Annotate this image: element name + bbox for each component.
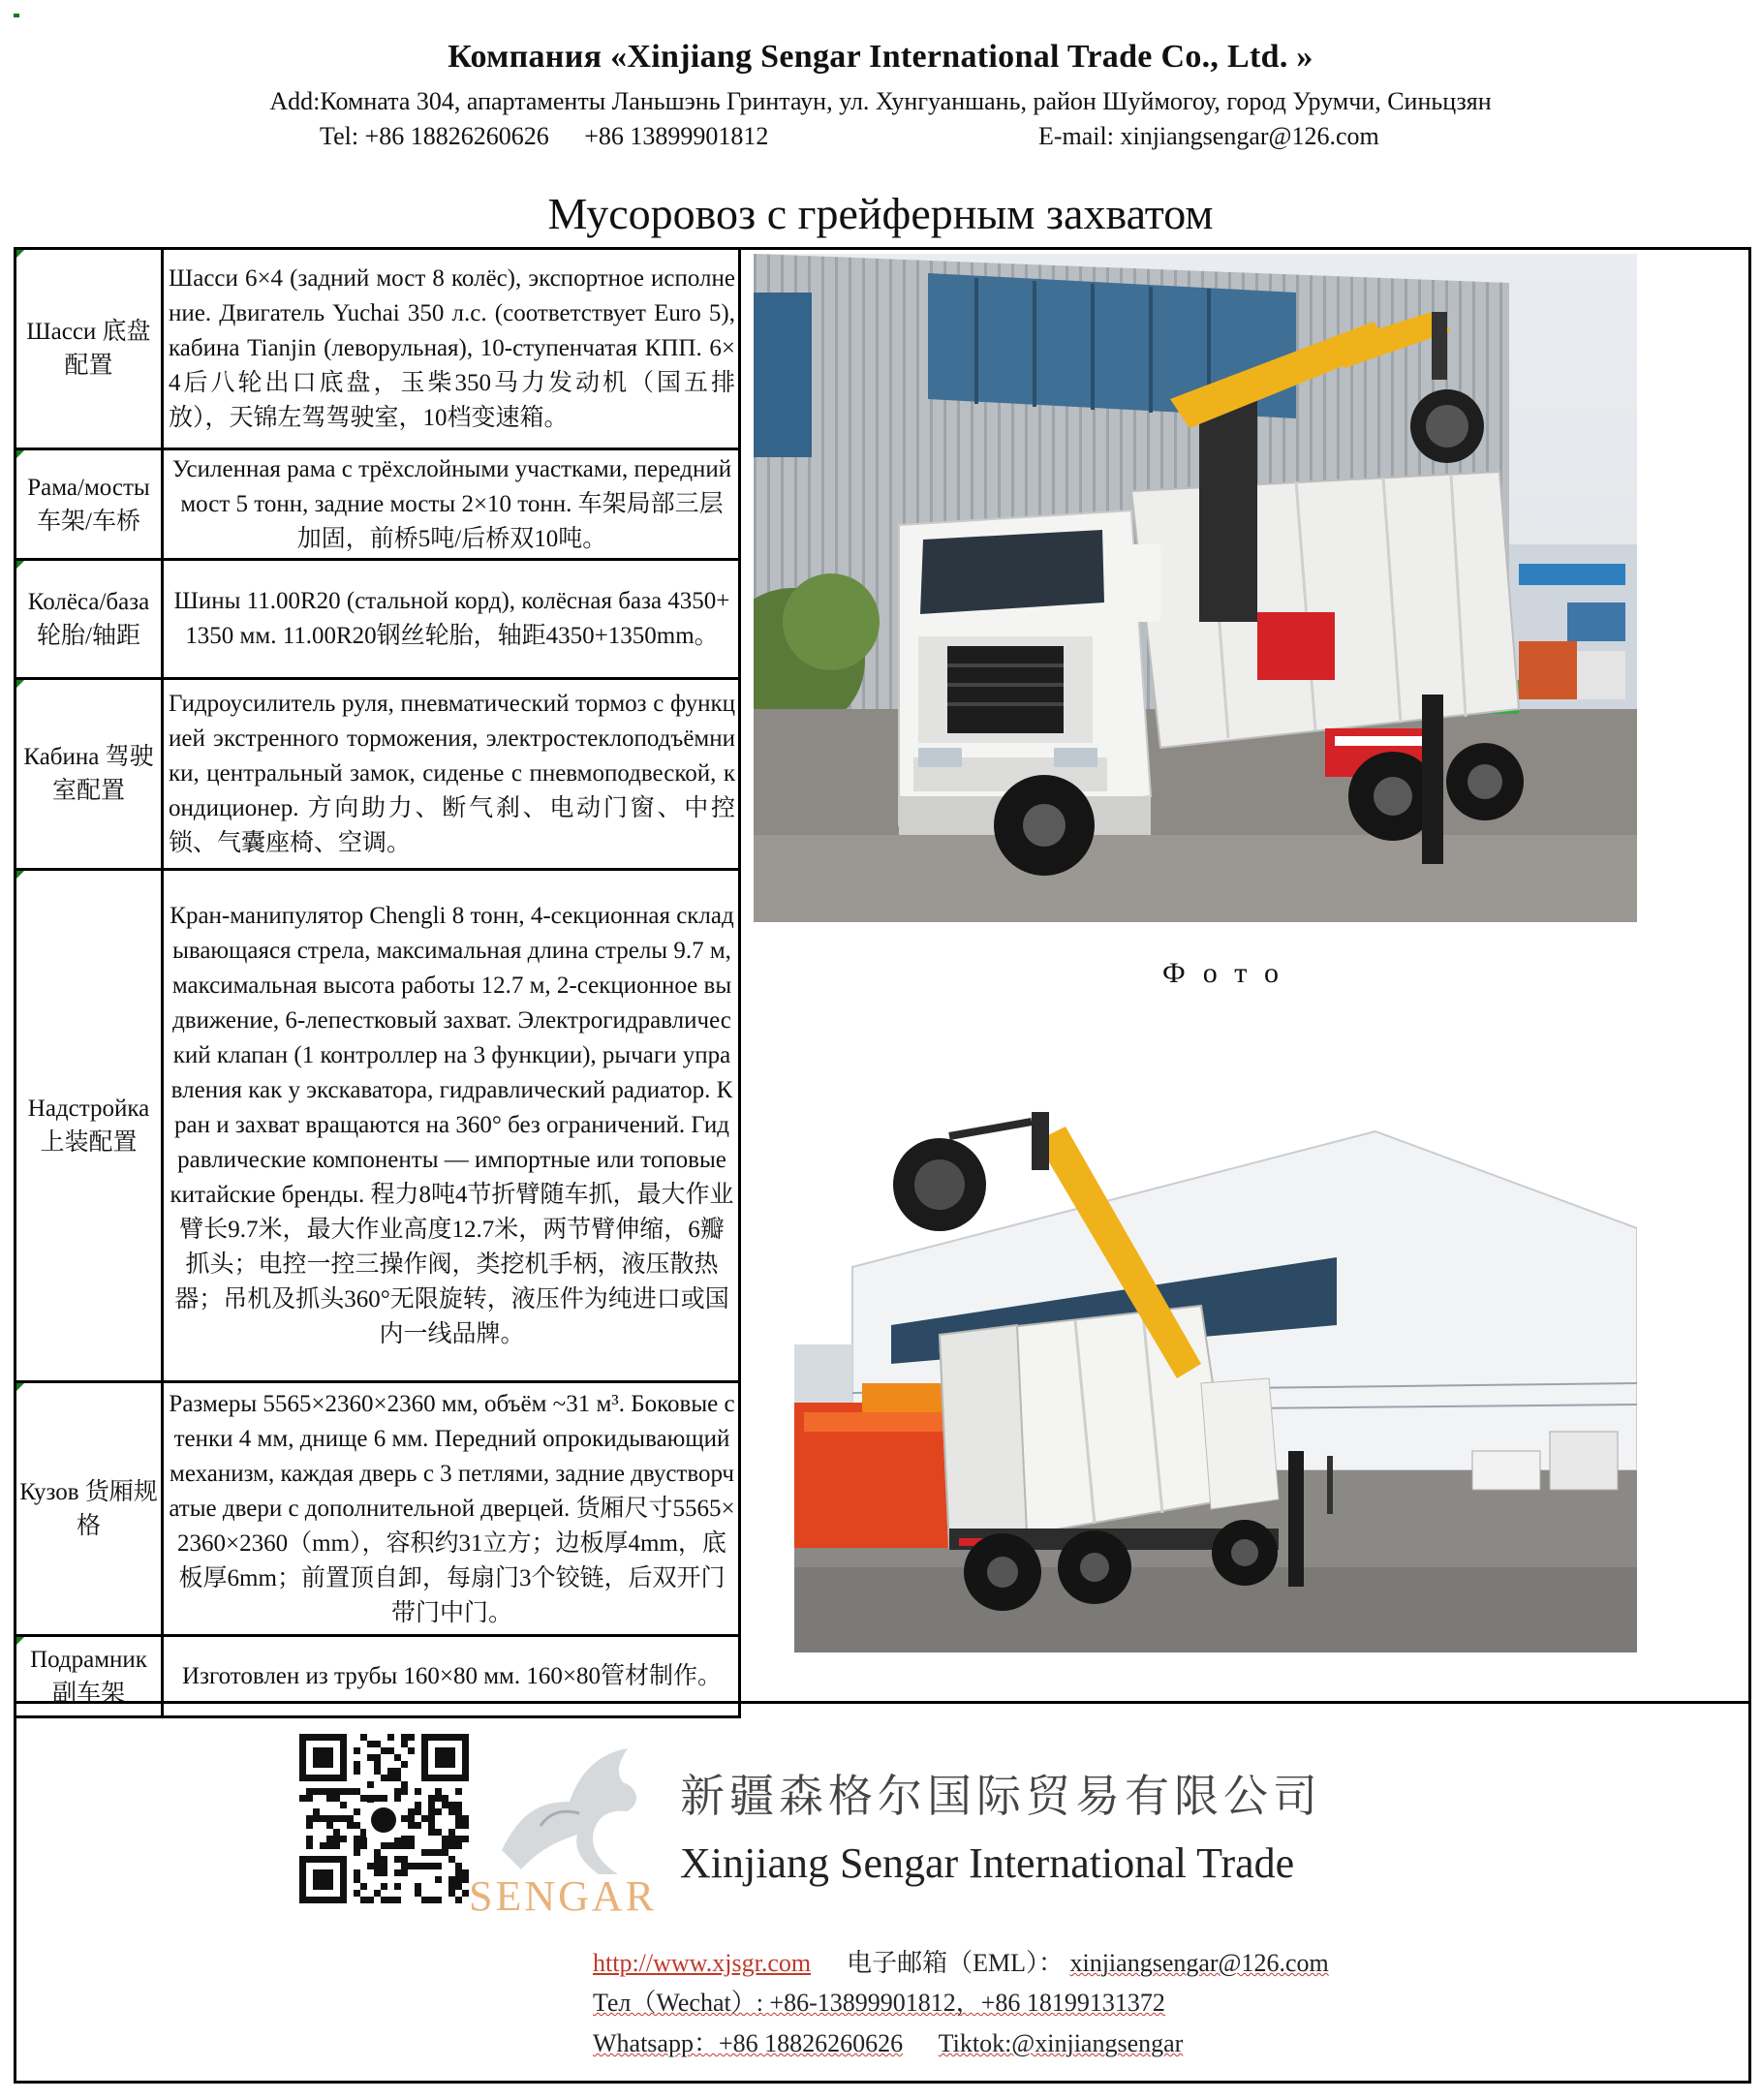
company-address: Add:Комната 304, апартаменты Ланьшэнь Гринтаун, ул. Хунгуаншань, район Шуймогоу, город Урумчи, Синьцзян: [269, 87, 1492, 115]
spec-row-body: [15, 1382, 740, 1636]
spec-row-wheels: [15, 560, 740, 679]
company-email: E-mail: xinjiangsengar@126.com: [1038, 122, 1379, 150]
sengar-logo-text: SENGAR: [469, 1872, 658, 1920]
cell-corner-mark: [16, 1637, 24, 1645]
spec-value: Шасси 6×4 (задний мост 8 колёс), экспортное исполнение. Двигатель Yuchai 350 л.с. (соответствует Euro 5), кабина Tianjin (леворульная), 10-ступенчатая КПП. 6×4后八轮出口底盘，玉柴350马力发动机（国五排放），天锦左驾驾驶室，10档变速箱。: [163, 249, 740, 449]
contact-line-tel: [593, 1983, 1165, 2019]
spec-label: Шасси 底盘配置: [15, 249, 163, 449]
spec-value: Шины 11.00R20 (стальной корд), колёсная база 4350+1350 мм. 11.00R20钢丝轮胎，轴距4350+1350mm。: [163, 560, 740, 679]
spec-label: Колёса/база 轮胎/轴距: [15, 560, 163, 679]
spec-value: Размеры 5565×2360×2360 мм, объём ~31 м³. Боковые стенки 4 мм, днище 6 мм. Передний опрокидывающий механизм, каждая дверь с 3 петлями, задние двустворчатые двери с дополнительной дверцей. 货厢尺寸5565×2360×2360（mm），容积约31立方；边板厚4mm，底板厚6mm；前置顶自卸，每扇门3个铰链，后双开门带门中门。: [163, 1382, 740, 1636]
footer-whatsapp: Whatsapp：+86 18826260626: [593, 2029, 904, 2057]
spec-row-cab: [15, 679, 740, 870]
footer-email[interactable]: xinjiangsengar@126.com: [1069, 1949, 1329, 1977]
spec-value: Кран-манипулятор Chengli 8 тонн, 4-секционная складывающаяся стрела, максимальная длина стрелы 9.7 м, максимальная высота работы 12.7 м, 2-секционное выдвижение, 6-лепестковый захват. Электрогидравлический клапан (1 контроллер на 3 функции), рычаги управления как у экскаватора, гидравлический радиатор. Кран и захват вращаются на 360° без ограничений. Гидравлические компоненты — импортные или топовые китайские бренды. 程力8吨4节折臂随车抓，最大作业臂长9.7米，最大作业高度12.7米，两节臂伸缩，6瓣抓头；电控一控三操作阀，类挖机手柄，液压散热器；吊机及抓头360°无限旋转，液压件为纯进口或国内一线品牌。: [163, 870, 740, 1382]
sengar-horse-logo-icon: [482, 1734, 657, 1879]
page-corner-mark: [14, 14, 19, 17]
website-link[interactable]: http://www.xjsgr.com: [593, 1949, 812, 1977]
truck-photo-rear: [794, 1044, 1637, 1652]
photo-caption: Фото: [1162, 957, 1297, 989]
cell-corner-mark: [16, 871, 24, 879]
email-label: 电子邮箱（EML）：: [847, 1949, 1064, 1977]
cell-corner-mark: [16, 561, 24, 569]
spec-row-frame: [15, 449, 740, 560]
spec-value: Усиленная рама с трёхслойными участками, передний мост 5 тонн, задние мосты 2×10 тонн. 车架局部三层加固，前桥5吨/后桥双10吨。: [163, 449, 740, 560]
company-name-english: Xinjiang Sengar International Trade: [680, 1839, 1295, 1887]
spec-label: Подрамник 副车架: [15, 1636, 163, 1717]
spec-label: Кабина 驾驶室配置: [15, 679, 163, 870]
company-title: Компания «Xinjiang Sengar International Trade Co., Ltd. »: [448, 39, 1313, 75]
spec-value: Гидроусилитель руля, пневматический тормоз с функцией экстренного торможения, электростеклоподъёмники, центральный замок, сиденье с пневмоподвеской, кондиционер. 方向助力、断气刹、电动门窗、中控锁、气囊座椅、空调。: [163, 679, 740, 870]
cell-corner-mark: [16, 680, 24, 688]
spec-row-chassis: [15, 249, 740, 449]
spec-table: [14, 247, 741, 1718]
company-name-chinese: 新疆森格尔国际贸易有限公司: [680, 1770, 1322, 1822]
footer-tiktok: Tiktok:@xinjiangsengar: [938, 2029, 1184, 2057]
truck-photo-front: [754, 254, 1637, 922]
wechat-qr-code-icon: [298, 1733, 469, 1907]
spec-label: Рама/мосты 车架/车桥: [15, 449, 163, 560]
contact-line-social: [593, 2023, 1183, 2059]
cell-corner-mark: [16, 250, 24, 258]
spec-label: Кузов 货厢规格: [15, 1382, 163, 1636]
contact-line-web-email: [593, 1943, 1329, 1979]
cell-corner-mark: [16, 1383, 24, 1391]
company-phones: [320, 122, 768, 151]
document-title: Мусоровоз с грейферным захватом: [547, 189, 1214, 238]
company-phone-2: +86 13899901812: [584, 122, 769, 150]
company-phone-1: Tel: +86 18826260626: [320, 122, 549, 150]
spec-value: Изготовлен из трубы 160×80 мм. 160×80管材制作。: [163, 1636, 740, 1717]
cell-corner-mark: [16, 450, 24, 458]
footer-tel: Тел（Wechat）: +86-13899901812，+86 18199131372: [593, 1989, 1165, 2017]
spec-row-subframe: [15, 1636, 740, 1717]
spec-row-superstructure: [15, 870, 740, 1382]
spec-label: Надстройка 上装配置: [15, 870, 163, 1382]
